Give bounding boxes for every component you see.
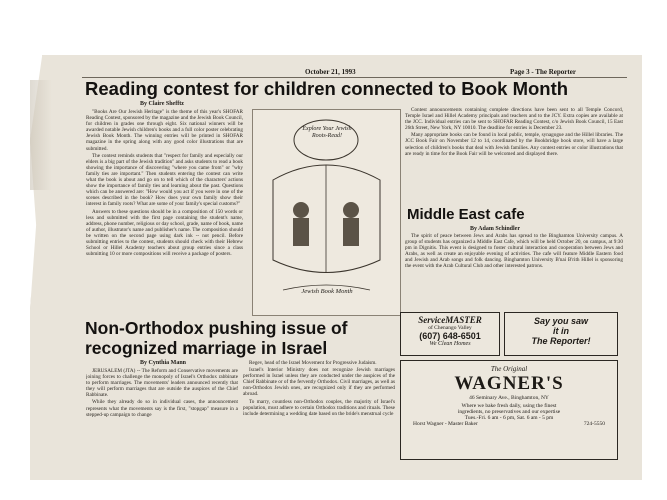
child-figure-left [293,202,309,218]
say-you-saw-ad [504,312,618,356]
paragraph: JERUSALEM (JTA) -- The Reform and Conservative movements are joining forces to challenge the monopoly of Israel's Orthodox rabbinate to perform marriages. The movements' leaders announced recently that they will perform marriages that are outside the auspices of the Chief Rabbinate. [86,368,238,399]
paragraph: The spirit of peace between Jews and Arabs has spread to the Binghamton University campus. A group of students has organized a Middle East Cafe, which will be held October 20, on campus, at 9:30 pm in Dignitis. This event is designed to foster cultural interaction and cooperation between Jews and Arabs, as well as create an enjoyable evening of activities. The cafe will feature Middle Eastern food and Jewish and Arab songs and folk dancing. Binghamton University B'nai B'rith Hillel is sponsoring the event with the Arab Cultural Club and other interested patrons. [405,233,623,270]
article-1-column-1 [86,109,243,317]
article-1-headline: Reading contest for children connected to Book Month [85,78,569,99]
article-2-byline: By Adam Schindler [470,226,521,232]
servicemaster-tagline: We Clean Homes [429,341,471,347]
child-body-right [343,218,359,246]
article-1-byline: By Claire Shefftz [140,101,184,107]
article-3-column-1 [86,368,238,458]
wagners-owner: Horst Wagner - Master Baker [413,421,478,427]
paragraph: The contest reminds students that "respect for family and especially our elders is a big part of the Jewish tradition" and asks students to read a book showing the importance of discovering "where you came from" or "why family ties are important." Then students entering the contest can write what the book is about and go on to tell which of the characters' actions show the importance of family ties and learning about the past. Questions which can be answered are: "How would you act if you were in one of the scenes described in the book? How does your own family show their interest in family roots? What are some of your family's special customs?" [86,152,243,208]
wagners-ad [400,360,618,460]
torn-edge [30,80,52,190]
child-figure-right [343,202,359,218]
article-3-headline-line-2: recognized marriage in Israel [85,338,328,358]
paragraph: Israel's Interior Ministry does not recognize Jewish marriages performed in Israel unless they are conducted under the auspices of the Chief Rabbinate or of the fervently Orthodox. Civil marriages, as well as non-Orthodox Jewish ones, are recognized only if they are performed abroad. [243,367,395,398]
wagners-line-2: ingredients, no preservatives and our expertise [457,409,561,415]
article-3-column-2 [243,360,395,458]
wagners-name: WAGNER'S [454,373,564,394]
say-you-saw-line-3: The Reporter! [531,336,591,346]
paragraph: To marry, countless non-Orthodox couples, the majority of Israel's population, must adhere to certain Orthodox traditions and rituals. These include determining a wedding date based on the bride's menstrual cycle [243,398,395,417]
paragraph: "Books Are Our Jewish Heritage" is the theme of this year's SHOFAR Reading Contest, sponsored by the magazine and the Jewish Book Council, for children in grades one through eight. Six national winners will be awarded notable Jewish children's books and a full color poster celebrating Jewish Book Month. The winning entries will be printed in SHOFAR magazine in the spring along with any good color illustrations that are submitted. [86,109,243,152]
wagners-script: The Original [490,365,528,373]
child-body-left [293,218,309,246]
illustration-bottom-text: Jewish Book Month [301,288,353,295]
article-3-headline-line-1: Non-Orthodox pushing issue of [85,318,348,338]
issue-date: October 21, 1993 [305,68,356,76]
wagners-address: 46 Seminary Ave., Binghamton, NY [469,395,549,401]
paragraph: Answers to these questions should be in a composition of 150 words or less and submitted with the first page containing the student's name, address, phone number, religious or day school, grade, name of book, name of author, illustrator's name and publisher's name. The composition should be written on the second page using dark ink -- not pencil. Before submitting entries to the contest, students should check with their Hebrew School or Hillel Academy teachers about group entries since a class submitting 10 or more compositions will receive a package of posters. [86,208,243,258]
wagners-hours: Tues.-Fri. 6 am - 6 pm, Sat. 6 am - 5 pm [464,415,554,421]
say-you-saw-line-1: Say you saw [533,316,589,326]
paragraph: Regev, head of the Israel Movement for Progressive Judaism. [249,360,377,366]
say-you-saw-line-2: it in [553,326,569,336]
page-label: Page 3 - The Reporter [510,68,576,76]
article-2-body [405,233,623,307]
paragraph: Many appropriate books can be found in local public, temple, synagogue and the Hillel libraries. The JCC Book Fair on November 12 to 14, coordinated by the Bookbridge book store, will have a large selection of children's books that deal with Jewish families. Any contest entries or color illustrations that are ready in time for the Book Fair will be welcomed and displayed there. [405,132,623,157]
servicemaster-brand: ServiceMASTER [418,315,482,325]
paragraph: While they already do so in individual cases, the announcement represents what the movements say is the first, "stopgap" measure in a stepped-up campaign to change [86,399,238,418]
open-book-outline [273,165,380,273]
book-month-art [253,110,400,315]
wagners-phone: 724-5550 [583,421,605,427]
wagners-line-1: Where we bake fresh daily, using the finest [461,403,557,409]
illustration-top-text: Explore Your Jewish Roots-Read! [302,126,352,139]
servicemaster-sub: of Chenango Valley [428,325,472,331]
servicemaster-phone: (607) 648-6501 [419,331,481,341]
servicemaster-ad [400,312,500,356]
article-2-headline: Middle East cafe [407,206,525,223]
book-month-illustration [252,109,401,316]
paragraph: Contest announcements containing complete directions have been sent to all Temple Concord, Temple Israel and Hillel Academy principals and teachers and to the JCY. Extra copies are available at the JCC. Individual entries can be sent to SHOFAR Reading Contest, c/o Jewish Book Council, 15 East 26th Street, New York, NY 10010. The deadline for entries is December 23. [405,107,623,132]
article-1-column-3 [405,107,623,205]
article-3-byline: By Cynthia Mann [140,360,187,366]
wagners-footer [401,421,617,427]
